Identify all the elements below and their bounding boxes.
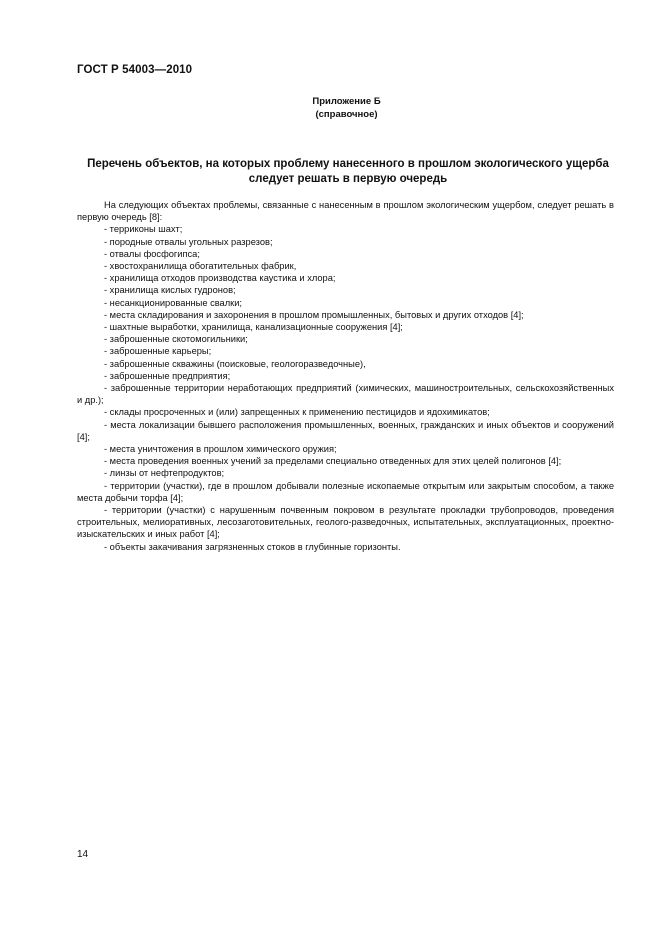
body-text <box>77 199 614 553</box>
list-item: - хранилища отходов производства каустика и хлора; <box>104 273 336 284</box>
intro-paragraph: На следующих объектах проблемы, связанные с нанесенным в прошлом экологическим ущербом, следует решать в первую очередь [8]: <box>77 200 614 223</box>
list-item: - заброшенные карьеры; <box>104 346 212 357</box>
list-item: - места складирования и захоронения в прошлом промышленных, бытовых и других отходов [4]; <box>104 309 524 320</box>
list-item: - объекты закачивания загрязненных стоков в глубинные горизонты. <box>104 541 401 552</box>
page-number: 14 <box>77 849 89 860</box>
list-item: - линзы от нефтепродуктов; <box>104 468 225 479</box>
list-item: - хранилища кислых гудронов; <box>104 285 236 296</box>
list-item: - склады просроченных и (или) запрещенных к применению пестицидов и ядохимикатов; <box>104 407 490 418</box>
list-item: - места уничтожения в прошлом химического оружия; <box>104 444 337 455</box>
list-item: - заброшенные предприятия; <box>104 370 231 381</box>
list-item: - места проведения военных учений за пределами специально отведенных для этих целей полигонов [4]; <box>104 456 562 467</box>
list-item: - отвалы фосфогипса; <box>104 248 200 259</box>
appendix-title: Приложение Б <box>312 96 381 107</box>
list-item: - хвостохранилища обогатительных фабрик, <box>104 261 297 272</box>
list-item: - заброшенные скотомогильники; <box>104 334 248 345</box>
list-item: - территории (участки), где в прошлом добывали полезные ископаемые открытым или закрытым способом, а также места добычи торфа [4]; <box>77 480 614 503</box>
list-item: - породные отвалы угольных разрезов; <box>104 236 273 247</box>
list-item: - терриконы шахт; <box>104 224 183 235</box>
list-item: - заброшенные скважины (поисковые, геологоразведочные), <box>104 358 366 369</box>
list-item: - несанкционированные свалки; <box>104 297 242 308</box>
list-item: - места локализации бывшего расположения промышленных, военных, гражданских и иных объектов и сооружений [4]; <box>77 419 614 442</box>
appendix-heading <box>0 95 661 121</box>
list-item: - шахтные выработки, хранилища, канализационные сооружения [4]; <box>104 322 403 333</box>
appendix-type: (справочное) <box>315 109 378 120</box>
section-title: Перечень объектов, на которых проблему нанесенного в прошлом экологического ущерба следует решать в первую очередь <box>87 158 609 185</box>
list-item: - территории (участки) с нарушенным почвенным покровом в результате прокладки трубопроводов, проведения строительных, мелиоративных, лесозаготовительных, геолого-разведочных, испытательных, эксплуатационных, проектно-изыскательских и иных работ [4]; <box>77 505 614 540</box>
document-code: ГОСТ Р 54003—2010 <box>77 64 193 76</box>
list-item: - заброшенные территории неработающих предприятий (химических, машиностроительных, сельскохозяйственных и др.); <box>77 383 614 406</box>
